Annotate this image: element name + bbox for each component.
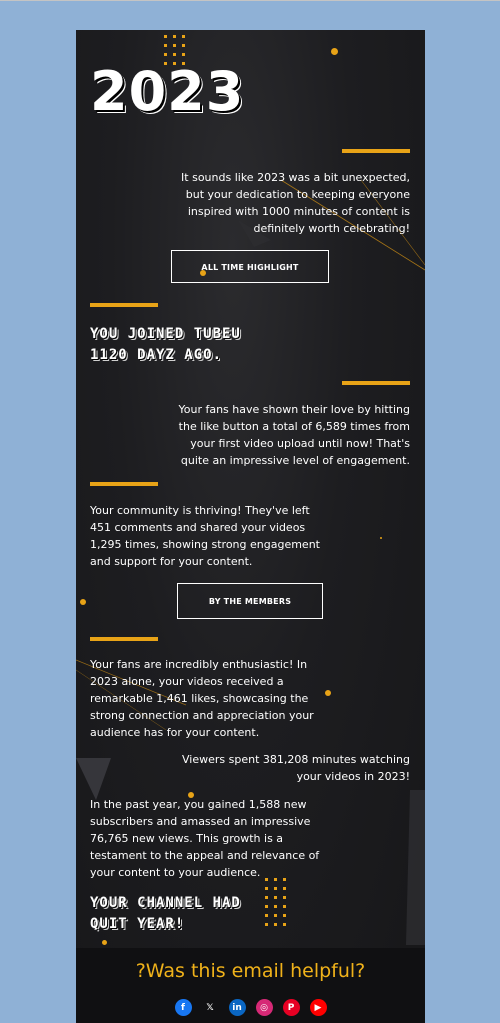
accent-dot [331, 48, 338, 55]
likes-paragraph: Your fans have shown their love by hitting the like button a total of 6,589 times from your first video upload until now! That's quite an impressive level of engagement. [178, 403, 410, 467]
footer [76, 948, 425, 1023]
pinterest-icon[interactable]: P [283, 999, 300, 1016]
accent-bar [90, 303, 158, 307]
email-body [76, 30, 425, 1023]
linkedin-icon[interactable]: in [229, 999, 246, 1016]
accent-dot [80, 599, 86, 605]
joined-heading: YOU JOINED TUBEU 1120 DAYZ AGO. [90, 326, 241, 363]
youtube-icon[interactable]: ▶ [310, 999, 327, 1016]
x-icon[interactable]: 𝕏 [206, 1002, 214, 1013]
accent-bar [342, 381, 410, 385]
social-links [76, 999, 425, 1016]
top-border [0, 0, 500, 1]
accent-dot [102, 940, 107, 945]
accent-bar [342, 149, 410, 153]
all-time-highlight-button[interactable]: ALL TIME HIGHLIGHT [171, 250, 329, 283]
growth-paragraph: In the past year, you gained 1,588 new subscribers and amassed an impressive 76,765 new views. This growth is a testament to the appeal and relevance of your content to your audience. [90, 798, 320, 879]
community-paragraph: Your community is thriving! They've left 451 comments and shared your videos 1,295 times, showing strong engagement and support for your content. [90, 504, 320, 568]
intro-text: It sounds like 2023 was a bit unexpected, but your dedication to keeping everyone inspired with 1000 minutes of content is definitely worth celebrating! [181, 171, 410, 235]
channel-heading: YOUR CHANNEL HAD QUIT YEAR! [90, 895, 241, 932]
accent-bar [90, 637, 158, 641]
minutes-paragraph: Viewers spent 381,208 minutes watching your videos in 2023! [182, 753, 410, 783]
facebook-icon[interactable]: f [175, 999, 192, 1016]
accent-dot [380, 537, 382, 539]
hero-year: 2023 [90, 60, 245, 123]
feedback-question[interactable]: ?Was this email helpful? [135, 960, 366, 982]
enthusiastic-paragraph: Your fans are incredibly enthusiastic! In 2023 alone, your videos received a remarkable 1,461 likes, showcasing the strong connection and appreciation your audience has for your content. [90, 658, 314, 739]
by-the-members-button[interactable]: BY THE MEMBERS [177, 583, 323, 619]
instagram-icon[interactable]: ◎ [256, 999, 273, 1016]
accent-bar [90, 482, 158, 486]
